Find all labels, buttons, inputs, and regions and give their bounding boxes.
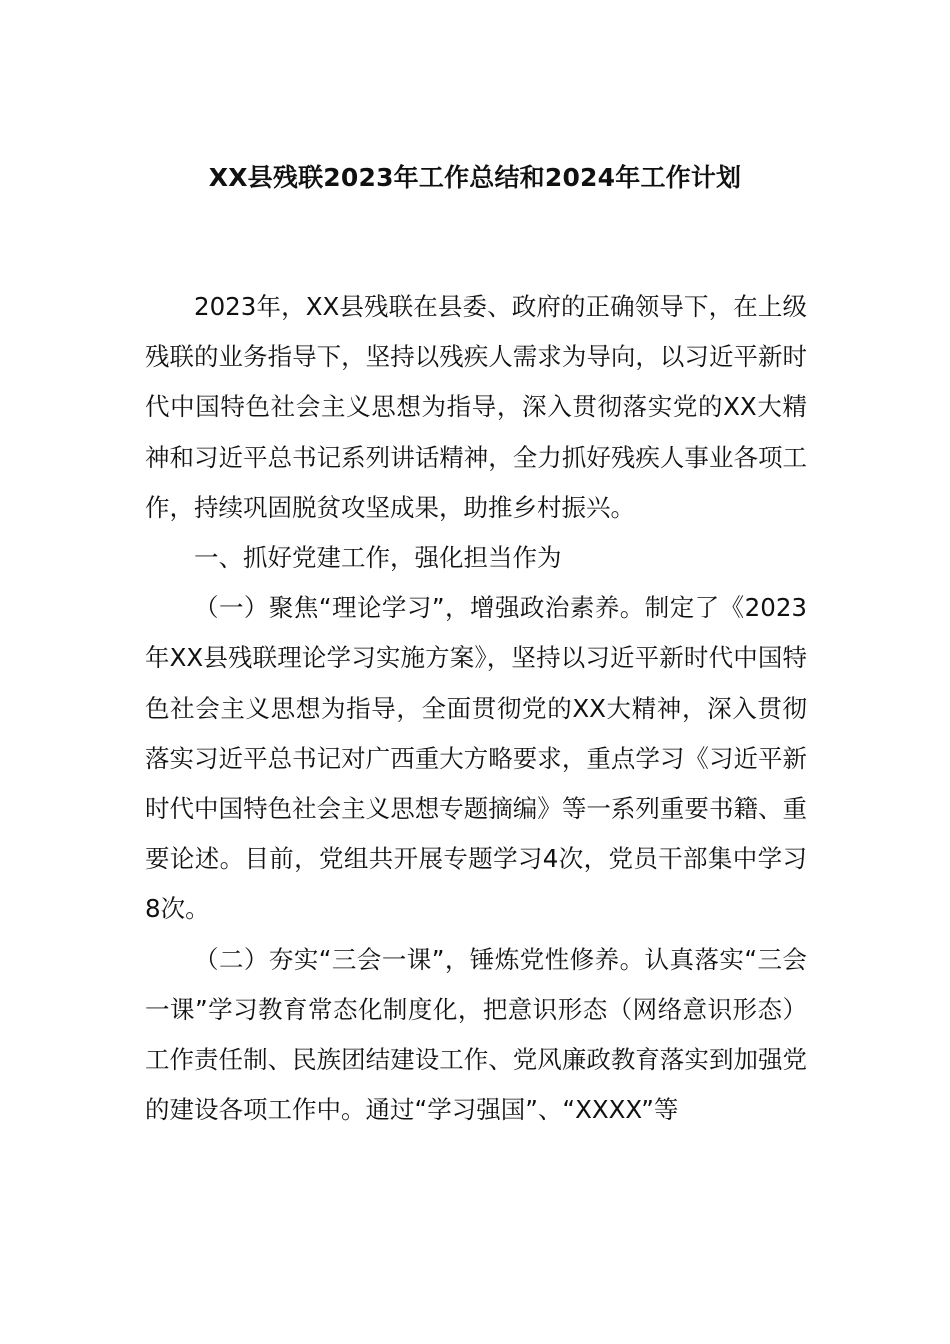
section-heading-1: 一、抓好党建工作，强化担当作为 <box>194 543 562 573</box>
paragraph-intro: 2023年，XX县残联在县委、政府的正确领导下，在上级残联的业务指导下，坚持以残疾人需求为导向，以习近平新时代中国特色社会主义思想为指导，深入贯彻落实党的XX大精神和习近平总书记系列讲话精神，全力抓好残疾人事业各项工作，持续巩固脱贫攻坚成果，助推乡村振兴。 <box>145 292 807 522</box>
paragraph-three-meetings: （二）夯实“三会一课”，锤炼党性修养。认真落实“三会一课”学习教育常态化制度化，把意识形态（网络意识形态）工作责任制、民族团结建设工作、党风廉政教育落实到加强党的建设各项工作中。通过“学习强国”、“XXXX”等 <box>145 944 807 1125</box>
paragraph-theory-study: （一）聚焦“理论学习”，增强政治素养。制定了《2023年XX县残联理论学习实施方案》，坚持以习近平新时代中国特色社会主义思想为指导，全面贯彻党的XX大精神，深入贯彻落实习近平总书记对广西重大方略要求，重点学习《习近平新时代中国特色社会主义思想专题摘编》等一系列重要书籍、重要论述。目前，党组共开展专题学习4次，党员干部集中学习8次。 <box>145 593 807 924</box>
document-body <box>145 282 807 1135</box>
document-title: XX县残联2023年工作总结和2024年工作计划 <box>208 163 742 192</box>
